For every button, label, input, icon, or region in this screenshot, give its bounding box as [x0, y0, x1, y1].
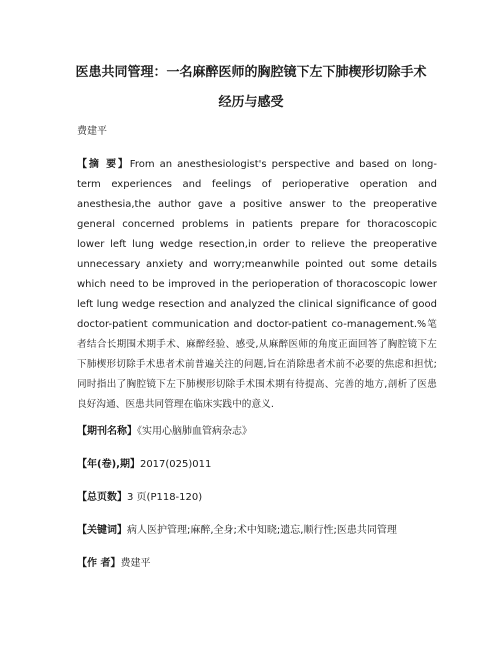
author-name: 费建平 — [77, 126, 107, 137]
year-issue-value: 2017(025)011 — [139, 459, 212, 470]
pages-label: 【总页数】 — [77, 492, 127, 503]
abstract-chinese: %笔者结合长期围术期手术、麻醉经验、感受,从麻醉医师的角度正面回答了胸腔镜下左下肺楔形切除手术患者术前普遍关注的问题,旨在消除患者术前不必要的焦虑和担忧;同时指出了胸腔镜下左下肺楔形切除手术围术期有待提高、完善的地方,剖析了医患良好沟通、医患共同管理在临床实践中的意义. — [77, 319, 437, 410]
abstract-block — [77, 155, 437, 415]
document-title — [40, 58, 462, 118]
pages-row — [77, 491, 202, 505]
title-line-2: 经历与感受 — [218, 95, 284, 110]
year-issue-row — [77, 458, 211, 472]
author-value: 费建平 — [120, 558, 151, 569]
title-line-1: 医患共同管理：一名麻醉医师的胸腔镜下左下肺楔形切除手术 — [75, 65, 427, 80]
keywords-label: 【关键词】 — [77, 525, 127, 536]
pages-value: 3 页(P118-120) — [127, 492, 203, 503]
abstract-label: 【摘 要】 — [77, 159, 130, 170]
journal-value: 《实用心脑肺血管病杂志》 — [137, 426, 252, 437]
keywords-value: 病人医护管理;麻醉,全身;术中知晓;遗忘,顺行性;医患共同管理 — [127, 525, 397, 536]
journal-label: 【期刊名称】 — [77, 426, 137, 437]
author-row — [77, 557, 150, 571]
keywords-row — [77, 524, 397, 538]
journal-row — [77, 425, 252, 439]
year-issue-label: 【年(卷),期】 — [77, 459, 140, 470]
author-label: 【作 者】 — [77, 558, 121, 569]
abstract-english: From an anesthesiologist's perspective and based on long-term experiences and feelings of perioperative operation and anesthesia,the author gave a positive answer to the preoperative general concerned problems in patients prepare for thoracoscopic lower left lung wedge resection,in order to relieve the preoperative unnecessary anxiety and worry;meanwhile pointed out some details which need to be improved in the perioperation of thoracoscopic lower left lung wedge resection and analyzed the clinical significance of good doctor-patient communication and doctor-patient co-management. — [77, 159, 438, 330]
